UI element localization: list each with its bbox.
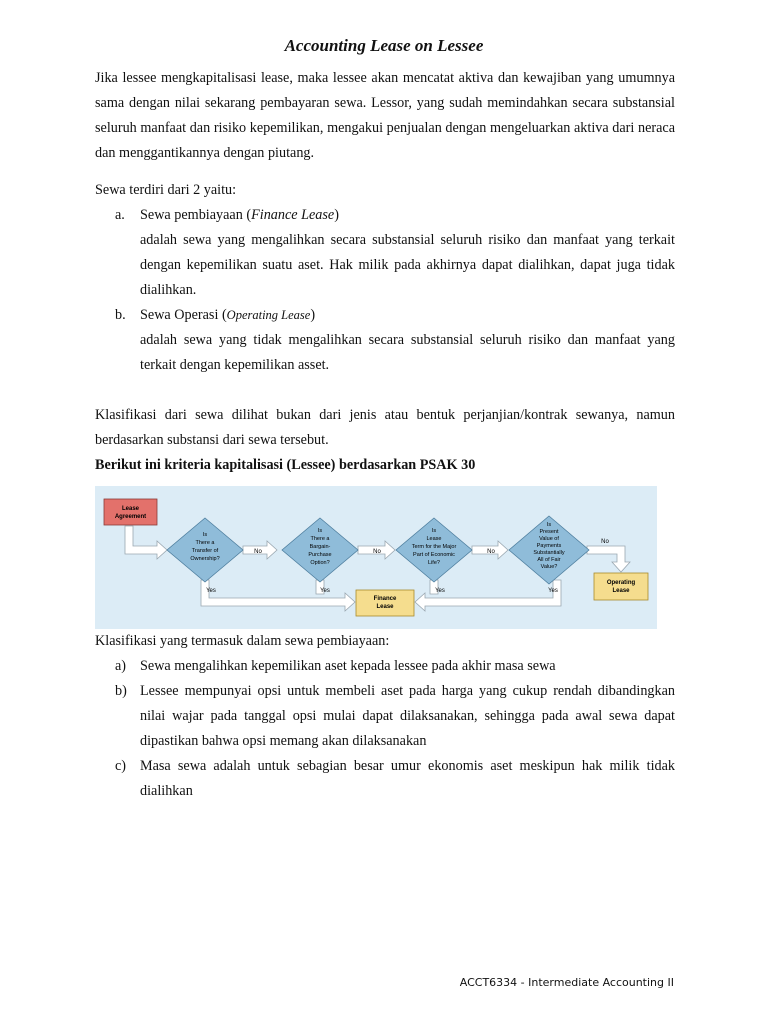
finance-lease-box (356, 590, 414, 616)
finance-criteria-list (95, 654, 675, 804)
decision-text: Present (539, 529, 559, 535)
criteria-heading: Berikut ini kriteria kapitalisasi (Lessee) berdasarkan PSAK 30 (95, 457, 476, 473)
lease-type-finance (95, 203, 675, 303)
lease-types-intro: Sewa terdiri dari 2 yaitu: (95, 182, 237, 198)
lease-type-close: ) (310, 307, 316, 323)
page-footer: ACCT6334 - Intermediate Accounting II (459, 976, 674, 989)
decision-text: Is (546, 522, 552, 528)
decision-text: Is (202, 532, 208, 538)
decision-text: Payments (536, 543, 562, 549)
no-label: No (487, 549, 495, 555)
yes-label: Yes (435, 588, 445, 594)
decision-text: Lease (426, 536, 442, 542)
list-marker: b) (115, 683, 127, 699)
decision-text: Bargain- (309, 544, 331, 550)
decision-text: Option? (310, 560, 330, 566)
lease-type-description: adalah sewa yang tidak mengalihkan secara substansial seluruh risiko dan manfaat yang terkait dengan kepemilikan asset. (140, 332, 675, 373)
list-marker: a. (115, 207, 125, 223)
lease-types-list (95, 203, 675, 378)
decision-text: There a (195, 540, 215, 546)
finance-criteria-item (95, 679, 675, 754)
no-label: No (601, 539, 609, 545)
result-label-line: Finance (373, 596, 397, 602)
lease-type-description: adalah sewa yang mengalihkan secara substansial seluruh risiko dan manfaat yang terkait dengan kepemilikan suatu aset. Hak milik pada akhirnya dapat dialihkan, dapat juga tidak dialihkan. (140, 232, 675, 298)
decision-text: Purchase (308, 552, 332, 558)
lease-type-term: Operating Lease (226, 308, 311, 322)
decision-text: All of Fair (537, 557, 561, 563)
operating-lease-box (594, 573, 648, 600)
start-label-line: Agreement (114, 514, 147, 520)
decision-text: Is (317, 528, 323, 534)
criteria-text: Sewa mengalihkan kepemilikan aset kepada lessee pada akhir masa sewa (140, 658, 556, 674)
decision-text: Transfer of (191, 548, 219, 554)
classification-paragraph: Klasifikasi dari sewa dilihat bukan dari jenis atau bentuk perjanjian/kontrak sewanya, namun berdasarkan substansi dari sewa tersebut. (95, 407, 675, 448)
finance-criteria-item (95, 654, 675, 679)
decision-text: Term for the Major (411, 544, 457, 550)
decision-text: Value of (539, 536, 559, 542)
lease-type-operating (95, 303, 675, 378)
no-label: No (254, 549, 262, 555)
result-label-line: Operating (606, 580, 636, 586)
lease-type-term: Finance Lease (251, 207, 335, 223)
lease-agreement-box (104, 499, 157, 525)
decision-text: Substantially (533, 550, 565, 556)
yes-label: Yes (548, 588, 558, 594)
decision-text: Life? (428, 560, 440, 566)
start-label-line: Lease (121, 506, 140, 512)
lease-type-close: ) (334, 207, 339, 223)
yes-label: Yes (320, 588, 330, 594)
criteria-text: Masa sewa adalah untuk sebagian besar umur ekonomis aset meskipun hak milik tidak dialihkan (140, 758, 675, 799)
list-marker: a) (115, 658, 127, 674)
lease-decision-flowchart (95, 486, 657, 629)
finance-criteria-item (95, 754, 675, 804)
result-label-line: Lease (612, 588, 630, 594)
yes-label: Yes (206, 588, 216, 594)
decision-text: There a (310, 536, 330, 542)
list-marker: c) (115, 758, 127, 774)
decision-text: Value? (540, 564, 558, 570)
list-marker: b. (115, 307, 126, 323)
decision-text: Part of Economic (413, 552, 455, 558)
decision-text: Is (431, 528, 437, 534)
criteria-text: Lessee mempunyai opsi untuk membeli aset pada harga yang cukup rendah dibandingkan nilai wajar pada tanggal opsi mulai dapat dilaksanakan, sehingga pada awal sewa dapat dipastikan bahwa opsi memang akan dilaksanakan (140, 683, 675, 749)
finance-criteria-heading: Klasifikasi yang termasuk dalam sewa pembiayaan: (95, 633, 390, 649)
decision-text: Ownership? (190, 556, 220, 562)
result-label-line: Lease (376, 604, 394, 610)
intro-paragraph: Jika lessee mengkapitalisasi lease, maka lessee akan mencatat aktiva dan kewajiban yang umumnya sama dengan nilai sekarang pembayaran sewa. Lessor, yang sudah memindahkan secara substansial seluruh manfaat dan risiko kepemilikan, mengakui penjualan dengan mengeluarkan aktiva dari neraca dan menggantikannya dengan piutang. (95, 70, 675, 161)
no-label: No (373, 549, 381, 555)
lease-type-name: Sewa pembiayaan ( (140, 207, 252, 223)
page-title: Accounting Lease on Lessee (284, 36, 484, 55)
lease-type-name: Sewa Operasi ( (140, 307, 227, 323)
